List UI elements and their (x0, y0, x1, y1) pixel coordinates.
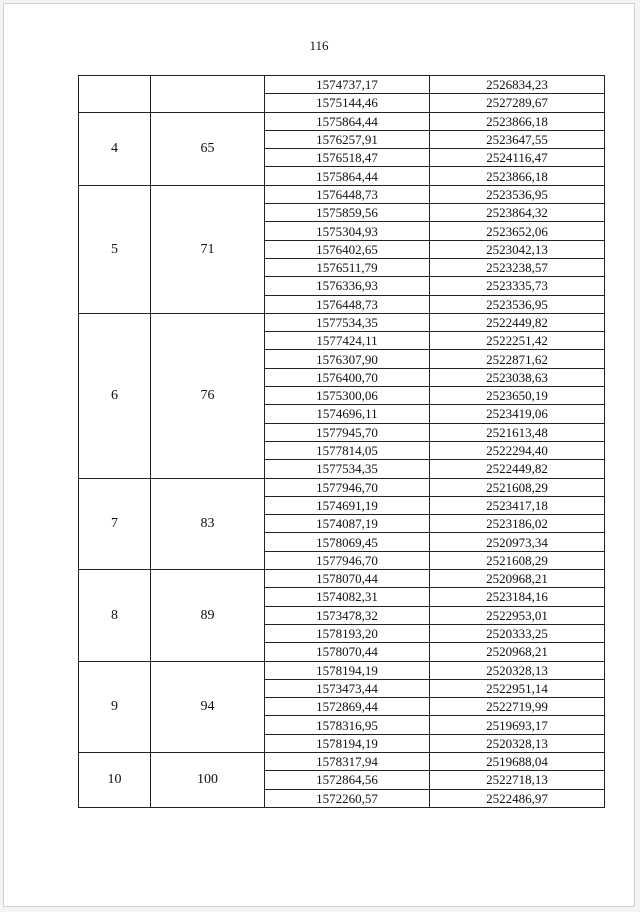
table-row (79, 313, 605, 331)
x-coordinate-cell: 1576400,70 (265, 368, 430, 386)
y-coordinate-cell: 2520328,13 (430, 661, 605, 679)
plot-number-cell: 10 (79, 752, 151, 807)
y-coordinate-cell: 2522486,97 (430, 789, 605, 807)
x-coordinate-cell: 1576448,73 (265, 295, 430, 313)
x-coordinate-cell: 1577424,11 (265, 332, 430, 350)
y-coordinate-cell: 2523866,18 (430, 167, 605, 185)
y-coordinate-cell: 2520328,13 (430, 734, 605, 752)
x-coordinate-cell: 1575300,06 (265, 387, 430, 405)
plot-value-cell: 89 (151, 570, 265, 661)
coordinates-table (78, 75, 605, 808)
x-coordinate-cell: 1577814,05 (265, 441, 430, 459)
y-coordinate-cell: 2521608,29 (430, 478, 605, 496)
x-coordinate-cell: 1577946,70 (265, 478, 430, 496)
plot-value-cell: 65 (151, 112, 265, 185)
x-coordinate-cell: 1572260,57 (265, 789, 430, 807)
table-row (79, 752, 605, 770)
y-coordinate-cell: 2523186,02 (430, 515, 605, 533)
plot-number-cell: 7 (79, 478, 151, 569)
y-coordinate-cell: 2523650,19 (430, 387, 605, 405)
x-coordinate-cell: 1575859,56 (265, 204, 430, 222)
y-coordinate-cell: 2520968,21 (430, 643, 605, 661)
table-row (79, 661, 605, 679)
y-coordinate-cell: 2523647,55 (430, 130, 605, 148)
plot-number-cell: 5 (79, 185, 151, 313)
plot-number-cell (79, 76, 151, 113)
plot-value-cell: 83 (151, 478, 265, 569)
table-row (79, 185, 605, 203)
x-coordinate-cell: 1574737,17 (265, 76, 430, 94)
x-coordinate-cell: 1577534,35 (265, 313, 430, 331)
y-coordinate-cell: 2523184,16 (430, 588, 605, 606)
y-coordinate-cell: 2522449,82 (430, 460, 605, 478)
y-coordinate-cell: 2523038,63 (430, 368, 605, 386)
x-coordinate-cell: 1576448,73 (265, 185, 430, 203)
y-coordinate-cell: 2520333,25 (430, 624, 605, 642)
y-coordinate-cell: 2522294,40 (430, 441, 605, 459)
y-coordinate-cell: 2522951,14 (430, 679, 605, 697)
table-row (79, 112, 605, 130)
y-coordinate-cell: 2524116,47 (430, 149, 605, 167)
x-coordinate-cell: 1575864,44 (265, 112, 430, 130)
plot-number-cell: 9 (79, 661, 151, 752)
x-coordinate-cell: 1573473,44 (265, 679, 430, 697)
x-coordinate-cell: 1574691,19 (265, 496, 430, 514)
y-coordinate-cell: 2519688,04 (430, 752, 605, 770)
x-coordinate-cell: 1578317,94 (265, 752, 430, 770)
x-coordinate-cell: 1578194,19 (265, 734, 430, 752)
y-coordinate-cell: 2522251,42 (430, 332, 605, 350)
y-coordinate-cell: 2523335,73 (430, 277, 605, 295)
x-coordinate-cell: 1576307,90 (265, 350, 430, 368)
table-row (79, 570, 605, 588)
y-coordinate-cell: 2527289,67 (430, 94, 605, 112)
x-coordinate-cell: 1578316,95 (265, 716, 430, 734)
coordinates-table-body (79, 76, 605, 808)
x-coordinate-cell: 1574087,19 (265, 515, 430, 533)
y-coordinate-cell: 2522718,13 (430, 771, 605, 789)
y-coordinate-cell: 2520973,34 (430, 533, 605, 551)
table-row (79, 76, 605, 94)
page-number: 116 (309, 38, 329, 53)
x-coordinate-cell: 1576511,79 (265, 258, 430, 276)
y-coordinate-cell: 2522719,99 (430, 698, 605, 716)
y-coordinate-cell: 2523536,95 (430, 295, 605, 313)
y-coordinate-cell: 2523417,18 (430, 496, 605, 514)
plot-value-cell (151, 76, 265, 113)
x-coordinate-cell: 1572869,44 (265, 698, 430, 716)
x-coordinate-cell: 1573478,32 (265, 606, 430, 624)
plot-number-cell: 6 (79, 313, 151, 478)
y-coordinate-cell: 2520968,21 (430, 570, 605, 588)
y-coordinate-cell: 2523864,32 (430, 204, 605, 222)
plot-value-cell: 71 (151, 185, 265, 313)
x-coordinate-cell: 1575304,93 (265, 222, 430, 240)
x-coordinate-cell: 1578070,44 (265, 643, 430, 661)
document-page (3, 3, 635, 907)
plot-value-cell: 76 (151, 313, 265, 478)
x-coordinate-cell: 1578194,19 (265, 661, 430, 679)
x-coordinate-cell: 1572864,56 (265, 771, 430, 789)
y-coordinate-cell: 2522449,82 (430, 313, 605, 331)
x-coordinate-cell: 1574082,31 (265, 588, 430, 606)
y-coordinate-cell: 2523866,18 (430, 112, 605, 130)
y-coordinate-cell: 2521608,29 (430, 551, 605, 569)
y-coordinate-cell: 2521613,48 (430, 423, 605, 441)
plot-number-cell: 8 (79, 570, 151, 661)
x-coordinate-cell: 1578070,44 (265, 570, 430, 588)
x-coordinate-cell: 1578193,20 (265, 624, 430, 642)
y-coordinate-cell: 2519693,17 (430, 716, 605, 734)
x-coordinate-cell: 1577945,70 (265, 423, 430, 441)
x-coordinate-cell: 1575864,44 (265, 167, 430, 185)
x-coordinate-cell: 1574696,11 (265, 405, 430, 423)
y-coordinate-cell: 2522953,01 (430, 606, 605, 624)
x-coordinate-cell: 1577946,70 (265, 551, 430, 569)
y-coordinate-cell: 2523419,06 (430, 405, 605, 423)
y-coordinate-cell: 2523238,57 (430, 258, 605, 276)
y-coordinate-cell: 2523652,06 (430, 222, 605, 240)
y-coordinate-cell: 2526834,23 (430, 76, 605, 94)
table-row (79, 478, 605, 496)
x-coordinate-cell: 1576402,65 (265, 240, 430, 258)
plot-value-cell: 94 (151, 661, 265, 752)
y-coordinate-cell: 2523536,95 (430, 185, 605, 203)
x-coordinate-cell: 1575144,46 (265, 94, 430, 112)
x-coordinate-cell: 1576257,91 (265, 130, 430, 148)
y-coordinate-cell: 2522871,62 (430, 350, 605, 368)
x-coordinate-cell: 1578069,45 (265, 533, 430, 551)
plot-number-cell: 4 (79, 112, 151, 185)
x-coordinate-cell: 1576518,47 (265, 149, 430, 167)
x-coordinate-cell: 1577534,35 (265, 460, 430, 478)
plot-value-cell: 100 (151, 752, 265, 807)
x-coordinate-cell: 1576336,93 (265, 277, 430, 295)
y-coordinate-cell: 2523042,13 (430, 240, 605, 258)
